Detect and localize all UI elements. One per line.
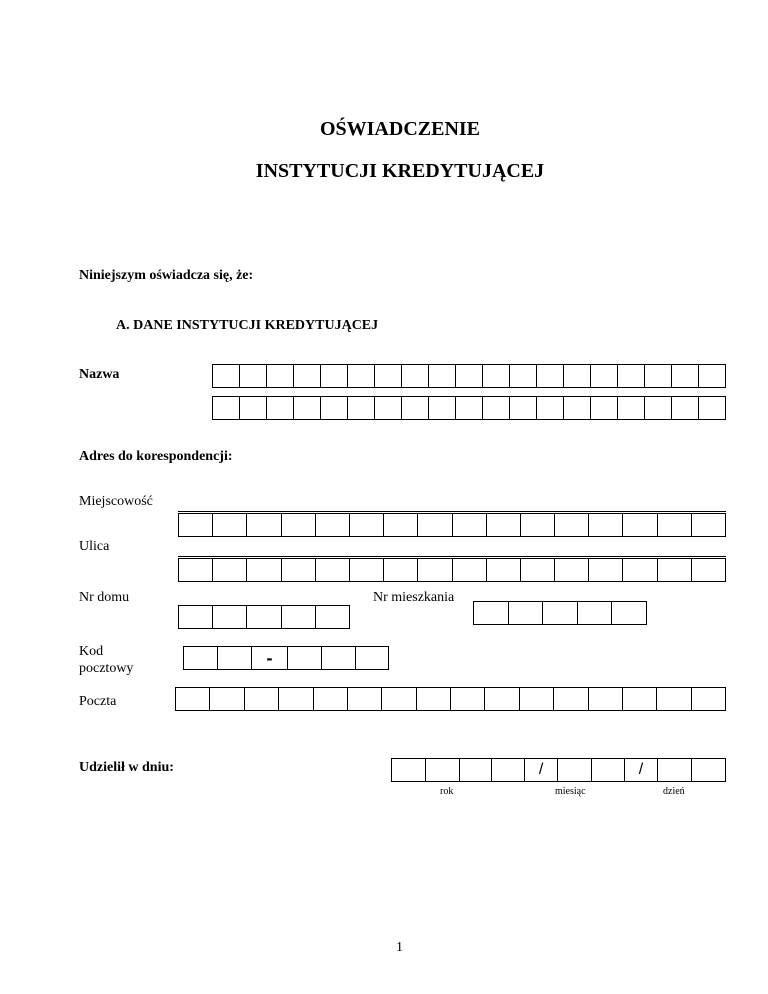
char-box[interactable] (564, 397, 591, 419)
char-box[interactable] (589, 514, 623, 536)
char-box[interactable] (350, 559, 384, 581)
char-box[interactable] (279, 688, 313, 710)
char-box[interactable] (213, 606, 247, 628)
char-box[interactable] (240, 365, 267, 387)
nazwa-field-row2[interactable] (212, 396, 726, 420)
char-box[interactable] (474, 602, 509, 624)
char-box[interactable] (240, 397, 267, 419)
char-box[interactable] (245, 688, 279, 710)
char-box[interactable] (213, 365, 240, 387)
char-box[interactable] (672, 397, 699, 419)
date-label-miesiac: miesiąc (555, 786, 586, 797)
char-box[interactable] (485, 688, 519, 710)
char-box[interactable] (483, 365, 510, 387)
char-box[interactable] (537, 365, 564, 387)
char-box[interactable] (247, 559, 281, 581)
date-field[interactable] (391, 758, 726, 782)
char-box[interactable] (247, 514, 281, 536)
postal-separator: - (252, 647, 288, 669)
char-box[interactable] (179, 514, 213, 536)
char-box[interactable] (555, 559, 589, 581)
date-separator-1: / (525, 759, 558, 781)
char-box[interactable] (645, 397, 672, 419)
char-box[interactable] (521, 514, 555, 536)
char-box[interactable] (348, 397, 375, 419)
char-box[interactable] (375, 365, 402, 387)
char-box[interactable] (375, 397, 402, 419)
char-box[interactable] (350, 514, 384, 536)
intro-text: Niniejszym oświadcza się, że: (79, 268, 254, 283)
char-box[interactable] (282, 606, 316, 628)
char-box[interactable] (176, 688, 210, 710)
char-box[interactable] (210, 688, 244, 710)
nazwa-field-row1[interactable] (212, 364, 726, 388)
char-box[interactable] (453, 559, 487, 581)
char-box[interactable] (213, 559, 247, 581)
char-box[interactable] (657, 688, 691, 710)
char-box[interactable] (213, 514, 247, 536)
ulica-field[interactable] (178, 558, 726, 582)
char-box[interactable] (623, 559, 657, 581)
char-box[interactable] (316, 559, 350, 581)
label-kod-pocztowy: Kod pocztowy (79, 644, 134, 676)
char-box[interactable] (402, 397, 429, 419)
page-number: 1 (396, 940, 403, 955)
char-box[interactable] (384, 514, 418, 536)
char-box[interactable] (537, 397, 564, 419)
char-box[interactable] (509, 602, 544, 624)
char-box[interactable] (247, 606, 281, 628)
char-box[interactable] (282, 559, 316, 581)
char-box[interactable] (555, 514, 589, 536)
char-box[interactable] (382, 688, 416, 710)
char-box[interactable] (429, 397, 456, 419)
date-label-rok: rok (440, 786, 454, 797)
char-box[interactable] (487, 514, 521, 536)
label-nazwa: Nazwa (79, 367, 120, 382)
char-box[interactable] (672, 365, 699, 387)
char-box[interactable] (418, 514, 452, 536)
char-box[interactable] (612, 602, 646, 624)
date-label-dzien: dzień (663, 786, 685, 797)
char-box[interactable] (578, 602, 613, 624)
char-box[interactable] (417, 688, 451, 710)
char-box[interactable] (510, 397, 537, 419)
char-box[interactable] (348, 688, 382, 710)
char-box[interactable] (658, 514, 692, 536)
char-box[interactable] (543, 602, 578, 624)
document-title-line2: INSTYTUCJI KREDYTUJĄCEJ (255, 160, 545, 182)
char-box[interactable] (618, 397, 645, 419)
char-box[interactable] (699, 365, 725, 387)
char-box[interactable] (213, 397, 240, 419)
label-ulica: Ulica (79, 539, 110, 554)
char-box[interactable] (618, 365, 645, 387)
char-box[interactable] (487, 559, 521, 581)
char-box[interactable] (321, 365, 348, 387)
char-box[interactable] (589, 559, 623, 581)
char-box[interactable] (179, 559, 213, 581)
char-box[interactable] (316, 514, 350, 536)
label-nr-domu: Nr domu (79, 590, 130, 605)
poczta-field[interactable] (175, 687, 726, 711)
char-box[interactable] (294, 365, 321, 387)
char-box[interactable] (179, 606, 213, 628)
char-box[interactable] (321, 397, 348, 419)
label-adres: Adres do korespondencji: (79, 449, 233, 464)
char-box[interactable] (645, 365, 672, 387)
char-box[interactable] (699, 397, 725, 419)
char-box[interactable] (510, 365, 537, 387)
char-box[interactable] (429, 365, 456, 387)
char-box[interactable] (384, 559, 418, 581)
char-box[interactable] (692, 688, 725, 710)
char-box[interactable] (483, 397, 510, 419)
section-a-heading: A. DANE INSTYTUCJI KREDYTUJĄCEJ (116, 318, 379, 333)
document-title-line1: OŚWIADCZENIE (319, 118, 481, 140)
char-box[interactable] (521, 559, 555, 581)
label-nr-mieszkania: Nr mieszkania (373, 590, 455, 605)
char-box[interactable] (591, 365, 618, 387)
char-box[interactable] (623, 514, 657, 536)
kod-pocztowy-field[interactable] (183, 646, 389, 670)
char-box[interactable] (692, 514, 725, 536)
char-box[interactable] (348, 365, 375, 387)
nr-domu-field[interactable] (178, 605, 350, 629)
char-box[interactable] (451, 688, 485, 710)
date-separator-2: / (625, 759, 659, 781)
miejscowosc-field[interactable] (178, 513, 726, 537)
char-box[interactable] (456, 397, 483, 419)
nr-mieszkania-field[interactable] (473, 601, 647, 625)
char-box[interactable] (564, 365, 591, 387)
char-box[interactable] (658, 559, 692, 581)
label-poczta: Poczta (79, 694, 117, 709)
char-box[interactable] (520, 688, 554, 710)
char-box[interactable] (314, 688, 348, 710)
char-box[interactable] (591, 397, 618, 419)
char-box[interactable] (453, 514, 487, 536)
char-box[interactable] (418, 559, 452, 581)
char-box[interactable] (554, 688, 588, 710)
label-miejscowosc: Miejscowość (79, 494, 153, 509)
label-udzielil: Udzielił w dniu: (79, 760, 174, 775)
char-box[interactable] (267, 365, 294, 387)
char-box[interactable] (623, 688, 657, 710)
char-box[interactable] (267, 397, 294, 419)
char-box[interactable] (316, 606, 349, 628)
char-box[interactable] (589, 688, 623, 710)
char-box[interactable] (282, 514, 316, 536)
char-box[interactable] (294, 397, 321, 419)
char-box[interactable] (692, 559, 725, 581)
char-box[interactable] (456, 365, 483, 387)
char-box[interactable] (402, 365, 429, 387)
